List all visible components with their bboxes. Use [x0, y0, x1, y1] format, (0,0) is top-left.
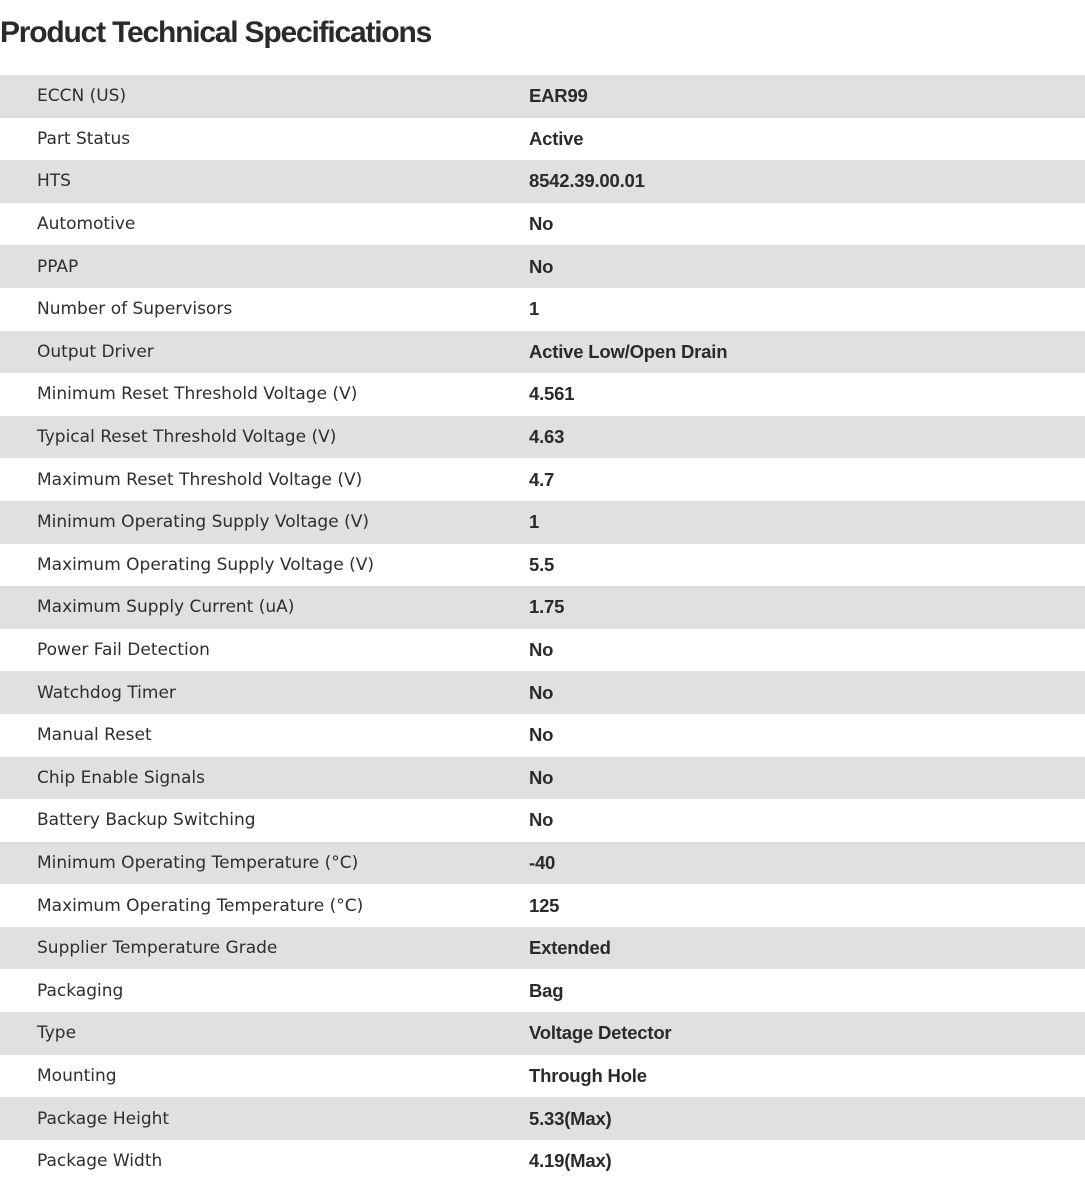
table-row [0, 1097, 1085, 1140]
table-row [0, 203, 1085, 246]
spec-name: Typical Reset Threshold Voltage (V) [37, 427, 337, 448]
table-row [0, 1055, 1085, 1098]
spec-name: Output Driver [37, 341, 154, 362]
spec-name: Battery Backup Switching [37, 810, 256, 831]
spec-name: Maximum Operating Supply Voltage (V) [37, 554, 374, 575]
spec-value: Active [529, 127, 584, 149]
spec-name: Automotive [37, 214, 136, 235]
table-row [0, 1012, 1085, 1055]
table-row [0, 288, 1085, 331]
spec-name: Type [37, 1023, 77, 1044]
spec-value: No [529, 766, 554, 788]
spec-value: No [529, 213, 554, 235]
spec-value: 4.63 [529, 426, 565, 448]
table-row [0, 757, 1085, 800]
page-title: Product Technical Specifications [0, 16, 432, 49]
table-row [0, 245, 1085, 288]
spec-value: 4.7 [529, 468, 555, 490]
spec-value: 1 [529, 511, 540, 533]
spec-value: No [529, 809, 554, 831]
table-row [0, 160, 1085, 203]
spec-name: Supplier Temperature Grade [37, 938, 278, 959]
spec-name: Watchdog Timer [37, 682, 176, 703]
table-row [0, 75, 1085, 118]
spec-value: No [529, 255, 554, 277]
table-row [0, 373, 1085, 416]
table-row [0, 544, 1085, 587]
table-row [0, 416, 1085, 459]
spec-name: Part Status [37, 128, 131, 149]
spec-name: Power Fail Detection [37, 640, 210, 661]
spec-name: Maximum Reset Threshold Voltage (V) [37, 469, 363, 490]
spec-table-body [0, 75, 1085, 1182]
spec-value: 4.19(Max) [529, 1150, 612, 1172]
table-row [0, 331, 1085, 374]
spec-table [0, 75, 1085, 1182]
spec-value: 1.75 [529, 596, 565, 618]
table-row [0, 884, 1085, 927]
spec-value: Extended [529, 937, 611, 959]
spec-name: Chip Enable Signals [37, 767, 205, 788]
spec-value: 4.561 [529, 383, 575, 405]
spec-value: Through Hole [529, 1064, 647, 1086]
spec-value: No [529, 681, 554, 703]
spec-name: Minimum Reset Threshold Voltage (V) [37, 384, 358, 405]
spec-name: Maximum Supply Current (uA) [37, 597, 295, 618]
table-row [0, 799, 1085, 842]
spec-name: Package Width [37, 1151, 163, 1172]
table-row [0, 501, 1085, 544]
spec-value: 5.33(Max) [529, 1107, 612, 1129]
spec-name: Packaging [37, 980, 124, 1001]
spec-name: Maximum Operating Temperature (°C) [37, 895, 364, 916]
spec-value: 8542.39.00.01 [529, 170, 645, 192]
spec-name: Minimum Operating Supply Voltage (V) [37, 512, 369, 533]
spec-name: Package Height [37, 1108, 170, 1129]
spec-value: 125 [529, 894, 560, 916]
spec-name: Manual Reset [37, 725, 152, 746]
spec-name: PPAP [37, 256, 79, 277]
table-row [0, 118, 1085, 161]
spec-name: Minimum Operating Temperature (°C) [37, 852, 359, 873]
spec-value: Active Low/Open Drain [529, 340, 728, 362]
table-row [0, 842, 1085, 885]
spec-value: Voltage Detector [529, 1022, 672, 1044]
table-row [0, 629, 1085, 672]
spec-name: ECCN (US) [37, 86, 127, 107]
table-row [0, 671, 1085, 714]
spec-value: EAR99 [529, 85, 588, 107]
spec-value: Bag [529, 979, 564, 1001]
spec-value: 1 [529, 298, 540, 320]
table-row [0, 1140, 1085, 1182]
spec-value: -40 [529, 851, 556, 873]
spec-name: HTS [37, 171, 71, 192]
spec-value: No [529, 639, 554, 661]
spec-name: Mounting [37, 1065, 117, 1086]
spec-value: 5.5 [529, 553, 555, 575]
table-row [0, 586, 1085, 629]
table-row [0, 969, 1085, 1012]
spec-value: No [529, 724, 554, 746]
table-row [0, 714, 1085, 757]
spec-name: Number of Supervisors [37, 299, 233, 320]
table-row [0, 458, 1085, 501]
table-row [0, 927, 1085, 970]
